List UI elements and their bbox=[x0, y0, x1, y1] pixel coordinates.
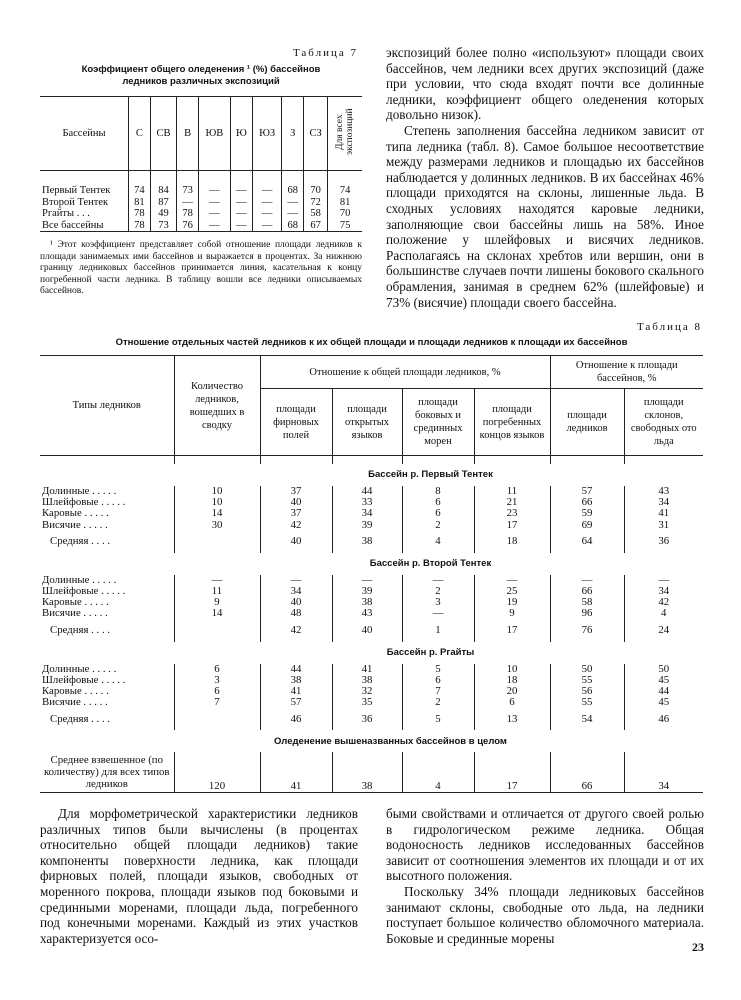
paragraph: Для морфометрической характеристики ледников различных типов были вычислены (в процентах относительно общей площади ледников) такие компоненты поверхности ледника, как площади фирновых полей, площади языков, свободных от моренного покрова, площади языков под боковыми и срединными моренами, площади льда, погребенного под конечными моренами. Каждый из этих участков характеризуется осо- bbox=[40, 806, 358, 946]
t8-cell: 44 bbox=[624, 686, 703, 697]
t7-cell: 84 bbox=[150, 185, 177, 197]
t8-cell: 6 bbox=[474, 697, 550, 708]
t7-h-s: Ю bbox=[230, 97, 252, 171]
table7-footnote bbox=[40, 240, 362, 298]
t8-cell: — bbox=[174, 575, 260, 586]
t7-cell: Второй Тентек bbox=[42, 196, 109, 208]
t8-cell: 21 bbox=[474, 497, 550, 508]
table-row-average bbox=[40, 708, 703, 730]
t8-cell: 6 bbox=[402, 497, 474, 508]
t8-cell: 34 bbox=[624, 752, 703, 793]
t8-cell: — bbox=[402, 575, 474, 586]
t7-cell: 72 bbox=[304, 197, 328, 209]
t8-cell: 11 bbox=[174, 586, 260, 597]
t7-cell: 81 bbox=[129, 197, 151, 209]
t7-h-w: З bbox=[282, 97, 304, 171]
t7-cell: 49 bbox=[150, 208, 177, 220]
t8-h-count: Количество ледников, вошедших в сводку bbox=[174, 356, 260, 456]
t7-h-nw: СЗ bbox=[304, 97, 328, 171]
t8-sub-header: площади склонов, свободных ото льда bbox=[624, 389, 703, 456]
t8-cell: 13 bbox=[474, 708, 550, 730]
t8-cell: 7 bbox=[402, 686, 474, 697]
t8-cell: 58 bbox=[550, 597, 624, 608]
t8-cell: 57 bbox=[260, 697, 332, 708]
t8-cell: 40 bbox=[260, 597, 332, 608]
t8-cell: 3 bbox=[402, 597, 474, 608]
t8-cell: 54 bbox=[550, 708, 624, 730]
table7-caption-line1: Коэффициент общего оледенения ¹ (%) бассейнов bbox=[81, 64, 321, 75]
t7-cell: — bbox=[282, 197, 304, 209]
t8-sub-header: площади боковых и срединных морен bbox=[402, 389, 474, 456]
t8-cell: 5 bbox=[402, 708, 474, 730]
t8-cell: 20 bbox=[474, 686, 550, 697]
section-title: Бассейн р. Второй Тентек bbox=[369, 558, 492, 570]
t8-cell: 6 bbox=[174, 686, 260, 697]
t8-cell bbox=[174, 708, 260, 730]
paragraph: Степень заполнения бассейна ледником зависит от типа ледника (табл. 8). Самое большое несоответствие между размерами ледников и площадью их бассейнов наблюдается у долинных ледников. В их бассейнах 46% площади приходятся на склоны, лишенные льда. В сходных условиях находятся каровые ледники, заполняющие свои бассейны лишь на 58%. Иное положение у шлейфовых и висячих ледников. Располагаясь на склонах хребтов или вершин, они в большинстве случаев почти лишены бокового скального обрамления, занимая в среднем 62% (шлейфовые) и 73% (висячие) площади своего бассейна. bbox=[386, 122, 705, 310]
table-row bbox=[40, 220, 362, 232]
t7-cell: Ргайты . . . bbox=[42, 208, 90, 219]
t8-cell: 69 bbox=[550, 520, 624, 531]
table-row bbox=[40, 520, 703, 531]
t7-cell: — bbox=[252, 208, 281, 220]
t8-cell: 4 bbox=[624, 608, 703, 619]
table7-tag: Таблица 7 bbox=[292, 47, 358, 59]
t7-cell: — bbox=[198, 208, 230, 220]
t8-cell: 38 bbox=[332, 597, 402, 608]
t8-cell: 23 bbox=[474, 508, 550, 519]
section-title: Бассейн р. Первый Тентек bbox=[368, 469, 493, 481]
t8-cell: Средняя . . . . bbox=[50, 535, 111, 548]
t8-cell: 1 bbox=[402, 620, 474, 642]
t8-cell: 34 bbox=[260, 586, 332, 597]
t7-cell: 78 bbox=[129, 220, 151, 232]
t8-sub-header: площади открытых языков bbox=[332, 389, 402, 456]
footnote-text: ¹ Этот коэффициент представляет собой отношение площади ледников к площади занимаемых ими бассейнов и выражается в процентах. За нижнюю границу ледниковых бассейнов принимается линия, касательная к концу погребенной части ледника. В таблицу вошли все ледники описываемых бассейнов. bbox=[40, 240, 362, 297]
t8-sub-header: площади погребенных концов языков bbox=[474, 389, 550, 456]
t8-cell: 4 bbox=[402, 531, 474, 553]
t7-cell: 78 bbox=[177, 208, 199, 220]
t8-cell: 48 bbox=[260, 608, 332, 619]
t7-cell: — bbox=[252, 197, 281, 209]
t8-cell: 30 bbox=[174, 520, 260, 531]
t8-cell: 64 bbox=[550, 531, 624, 553]
t8-cell: 41 bbox=[332, 664, 402, 675]
t8-cell: 44 bbox=[332, 486, 402, 497]
t8-cell: 3 bbox=[174, 675, 260, 686]
t7-cell: 76 bbox=[177, 220, 199, 232]
t8-cell: — bbox=[260, 575, 332, 586]
t7-cell: 74 bbox=[328, 185, 362, 197]
t8-cell: 38 bbox=[332, 675, 402, 686]
t8-cell: 45 bbox=[624, 697, 703, 708]
t8-cell: 56 bbox=[550, 686, 624, 697]
t8-cell: 42 bbox=[260, 520, 332, 531]
t8-cell: 96 bbox=[550, 608, 624, 619]
table8-caption: Отношение отдельных частей ледников к их общей площади и площади ледников к площади их бассейнов bbox=[115, 337, 628, 348]
t8-cell: 38 bbox=[260, 675, 332, 686]
t8-cell: 33 bbox=[332, 497, 402, 508]
t8-h-group1: Отношение к общей площади ледников, % bbox=[260, 356, 550, 389]
t8-cell: 76 bbox=[550, 620, 624, 642]
t8-cell: 2 bbox=[402, 520, 474, 531]
table-row bbox=[40, 508, 703, 519]
page-number: 23 bbox=[692, 940, 704, 954]
t8-cell: 36 bbox=[332, 708, 402, 730]
t7-h-se: ЮВ bbox=[198, 97, 230, 171]
t8-cell: Средняя . . . . bbox=[50, 624, 111, 637]
t8-cell: 38 bbox=[332, 752, 402, 793]
t7-cell: 73 bbox=[150, 220, 177, 232]
t7-cell: — bbox=[230, 197, 252, 209]
t8-cell: 41 bbox=[260, 752, 332, 793]
bottom-right-text bbox=[386, 806, 704, 946]
t8-cell: Каровые . . . . . bbox=[42, 596, 109, 609]
table7-header-row bbox=[40, 97, 362, 171]
t7-cell: Все бассейны bbox=[40, 220, 129, 232]
t7-h-all bbox=[328, 97, 362, 171]
t7-cell: 70 bbox=[304, 185, 328, 197]
t8-cell: 37 bbox=[260, 508, 332, 519]
t7-h-n: С bbox=[129, 97, 151, 171]
t8-cell: 35 bbox=[332, 697, 402, 708]
t8-h-type: Типы ледников bbox=[40, 356, 174, 456]
table7-caption bbox=[40, 64, 362, 88]
t8-cell: 18 bbox=[474, 531, 550, 553]
t8-cell: 50 bbox=[550, 664, 624, 675]
table-row bbox=[40, 697, 703, 708]
t8-cell: — bbox=[474, 575, 550, 586]
t8-cell: 10 bbox=[174, 497, 260, 508]
t8-cell: 9 bbox=[174, 597, 260, 608]
table7-caption-line2: ледников различных экспозиций bbox=[122, 76, 280, 87]
t7-cell: 70 bbox=[328, 208, 362, 220]
t8-cell: 14 bbox=[174, 508, 260, 519]
t7-cell: — bbox=[177, 197, 199, 209]
t8-cell: 32 bbox=[332, 686, 402, 697]
t8-cell: 6 bbox=[174, 664, 260, 675]
t8-cell: 41 bbox=[260, 686, 332, 697]
t7-h-sw: ЮЗ bbox=[252, 97, 281, 171]
t8-cell: 41 bbox=[624, 508, 703, 519]
t8-sub-header: площади фирновых полей bbox=[260, 389, 332, 456]
t8-cell: 46 bbox=[260, 708, 332, 730]
t8-cell: 2 bbox=[402, 697, 474, 708]
t8-cell: 39 bbox=[332, 586, 402, 597]
t8-cell: Каровые . . . . . bbox=[42, 685, 109, 698]
t8-cell: 120 bbox=[174, 752, 260, 793]
table-row-average bbox=[40, 531, 703, 553]
t8-cell: 59 bbox=[550, 508, 624, 519]
table8-header-row bbox=[40, 356, 703, 389]
t8-cell bbox=[174, 531, 260, 553]
t7-cell: 75 bbox=[328, 220, 362, 232]
t8-cell: 38 bbox=[332, 531, 402, 553]
t7-cell: 78 bbox=[129, 208, 151, 220]
t7-cell: — bbox=[230, 208, 252, 220]
t7-cell: 74 bbox=[129, 185, 151, 197]
t8-cell: 17 bbox=[474, 752, 550, 793]
t8-cell: 46 bbox=[624, 708, 703, 730]
t7-cell: 58 bbox=[304, 208, 328, 220]
t8-cell: 14 bbox=[174, 608, 260, 619]
t7-cell: 81 bbox=[328, 197, 362, 209]
t8-cell: 17 bbox=[474, 620, 550, 642]
t8-cell: 66 bbox=[550, 586, 624, 597]
t8-cell: 40 bbox=[332, 620, 402, 642]
right-top-text bbox=[386, 45, 704, 310]
t8-cell: 8 bbox=[402, 486, 474, 497]
t8-cell: 43 bbox=[332, 608, 402, 619]
t7-cell: — bbox=[230, 220, 252, 232]
t8-cell: — bbox=[332, 575, 402, 586]
t7-cell: — bbox=[282, 208, 304, 220]
section-title: Бассейн р. Ргайты bbox=[386, 647, 475, 659]
t7-cell: — bbox=[252, 185, 281, 197]
t7-cell: 73 bbox=[177, 185, 199, 197]
t8-cell: — bbox=[550, 575, 624, 586]
t8-cell: 25 bbox=[474, 586, 550, 597]
t8-cell: 43 bbox=[624, 486, 703, 497]
t8-cell: 34 bbox=[624, 497, 703, 508]
t8-cell: — bbox=[624, 575, 703, 586]
t8-cell: Висячие . . . . . bbox=[42, 518, 108, 531]
t7-h-basin: Бассейны bbox=[40, 97, 129, 171]
t8-cell: 4 bbox=[402, 752, 474, 793]
t8-cell: 42 bbox=[624, 597, 703, 608]
t8-cell: 45 bbox=[624, 675, 703, 686]
table-row-average bbox=[40, 620, 703, 642]
t8-cell: 40 bbox=[260, 497, 332, 508]
t7-cell: 87 bbox=[150, 197, 177, 209]
t8-cell: Висячие . . . . . bbox=[42, 696, 108, 709]
paragraph: экспозиций более полно «используют» площади своих бассейнов, чем ледники всех других экспозиций (даже при условии, что сюда входят почти все долинные ледники, коэффициент общего оледенения которых довольно низок). bbox=[386, 45, 704, 123]
t7-h-e: В bbox=[177, 97, 199, 171]
t8-cell: Долинные . . . . . bbox=[42, 662, 117, 675]
t8-cell: 66 bbox=[550, 497, 624, 508]
table-row bbox=[40, 185, 362, 197]
t7-h-ne: СВ bbox=[150, 97, 177, 171]
t8-cell: 19 bbox=[474, 597, 550, 608]
t8-cell: 6 bbox=[402, 675, 474, 686]
t8-cell: 42 bbox=[260, 620, 332, 642]
t7-cell: — bbox=[230, 185, 252, 197]
t8-cell: 55 bbox=[550, 697, 624, 708]
t8-cell: Долинные . . . . . bbox=[42, 573, 117, 586]
t7-cell: 67 bbox=[304, 220, 328, 232]
t8-cell: 9 bbox=[474, 608, 550, 619]
t8-cell: 24 bbox=[624, 620, 703, 642]
t8-cell: 10 bbox=[174, 486, 260, 497]
table-row bbox=[40, 208, 362, 220]
t8-cell: 17 bbox=[474, 520, 550, 531]
t8-cell: 7 bbox=[174, 697, 260, 708]
paragraph: быми свойствами и отличается от другого своей ролью в гидрологическом режиме ледника. Общая водоносность ледников исследованных бассейнов зависит от соотношения элементов их площади и от их высотного положения. bbox=[386, 806, 704, 884]
t8-cell: 36 bbox=[624, 531, 703, 553]
t8-cell: 10 bbox=[474, 664, 550, 675]
t8-cell: Среднее взвешенное (по количеству) для всех типов ледников bbox=[40, 752, 174, 793]
t8-cell: 50 bbox=[624, 664, 703, 675]
t8-cell: 40 bbox=[260, 531, 332, 553]
t8-cell: 6 bbox=[402, 508, 474, 519]
t7-cell: — bbox=[198, 185, 230, 197]
t8-sub-header: площади ледников bbox=[550, 389, 624, 456]
table-row bbox=[40, 197, 362, 209]
t8-cell: 66 bbox=[550, 752, 624, 793]
t8-cell: 31 bbox=[624, 520, 703, 531]
t8-cell: — bbox=[402, 608, 474, 619]
t8-cell: Шлейфовые . . . . . bbox=[42, 585, 126, 598]
t8-cell: 34 bbox=[332, 508, 402, 519]
t7-cell: — bbox=[198, 220, 230, 232]
t8-cell: Шлейфовые . . . . . bbox=[42, 673, 126, 686]
t8-cell: 55 bbox=[550, 675, 624, 686]
t8-cell: 2 bbox=[402, 586, 474, 597]
section-title: Оледенение вышеназванных бассейнов в целом bbox=[274, 735, 507, 747]
t8-cell bbox=[174, 620, 260, 642]
t8-cell: 44 bbox=[260, 664, 332, 675]
table8-tag: Таблица 8 bbox=[636, 321, 702, 333]
t7-h-all-text: Для всех экспозиций bbox=[335, 108, 356, 156]
t8-cell: 11 bbox=[474, 486, 550, 497]
t8-cell: 18 bbox=[474, 675, 550, 686]
t8-cell: Долинные . . . . . bbox=[42, 485, 117, 497]
t8-cell: Висячие . . . . . bbox=[42, 607, 108, 620]
t8-cell: 57 bbox=[550, 486, 624, 497]
t8-cell: 37 bbox=[260, 486, 332, 497]
table-row-total bbox=[40, 752, 703, 793]
t8-cell: Каровые . . . . . bbox=[42, 507, 109, 520]
t7-cell: 68 bbox=[282, 220, 304, 232]
t8-h-group2: Отношение к площади бассейнов, % bbox=[550, 356, 703, 389]
t8-cell: 5 bbox=[402, 664, 474, 675]
t7-cell: — bbox=[252, 220, 281, 232]
t8-cell: 39 bbox=[332, 520, 402, 531]
table8 bbox=[40, 355, 703, 793]
t7-cell: Первый Тентек bbox=[42, 185, 111, 196]
t8-cell: 34 bbox=[624, 586, 703, 597]
table7 bbox=[40, 96, 362, 232]
t8-cell: Средняя . . . . bbox=[50, 712, 111, 725]
bottom-left-text bbox=[40, 806, 358, 946]
t8-cell: Шлейфовые . . . . . bbox=[42, 496, 126, 509]
table-row bbox=[40, 608, 703, 619]
paragraph: Поскольку 34% площади ледниковых бассейнов занимают склоны, свободные ото льда, на ледники поступает большое количество обломочного материала. Боковые и срединные морены bbox=[386, 883, 704, 946]
t7-cell: 68 bbox=[282, 185, 304, 197]
t7-cell: — bbox=[198, 197, 230, 209]
